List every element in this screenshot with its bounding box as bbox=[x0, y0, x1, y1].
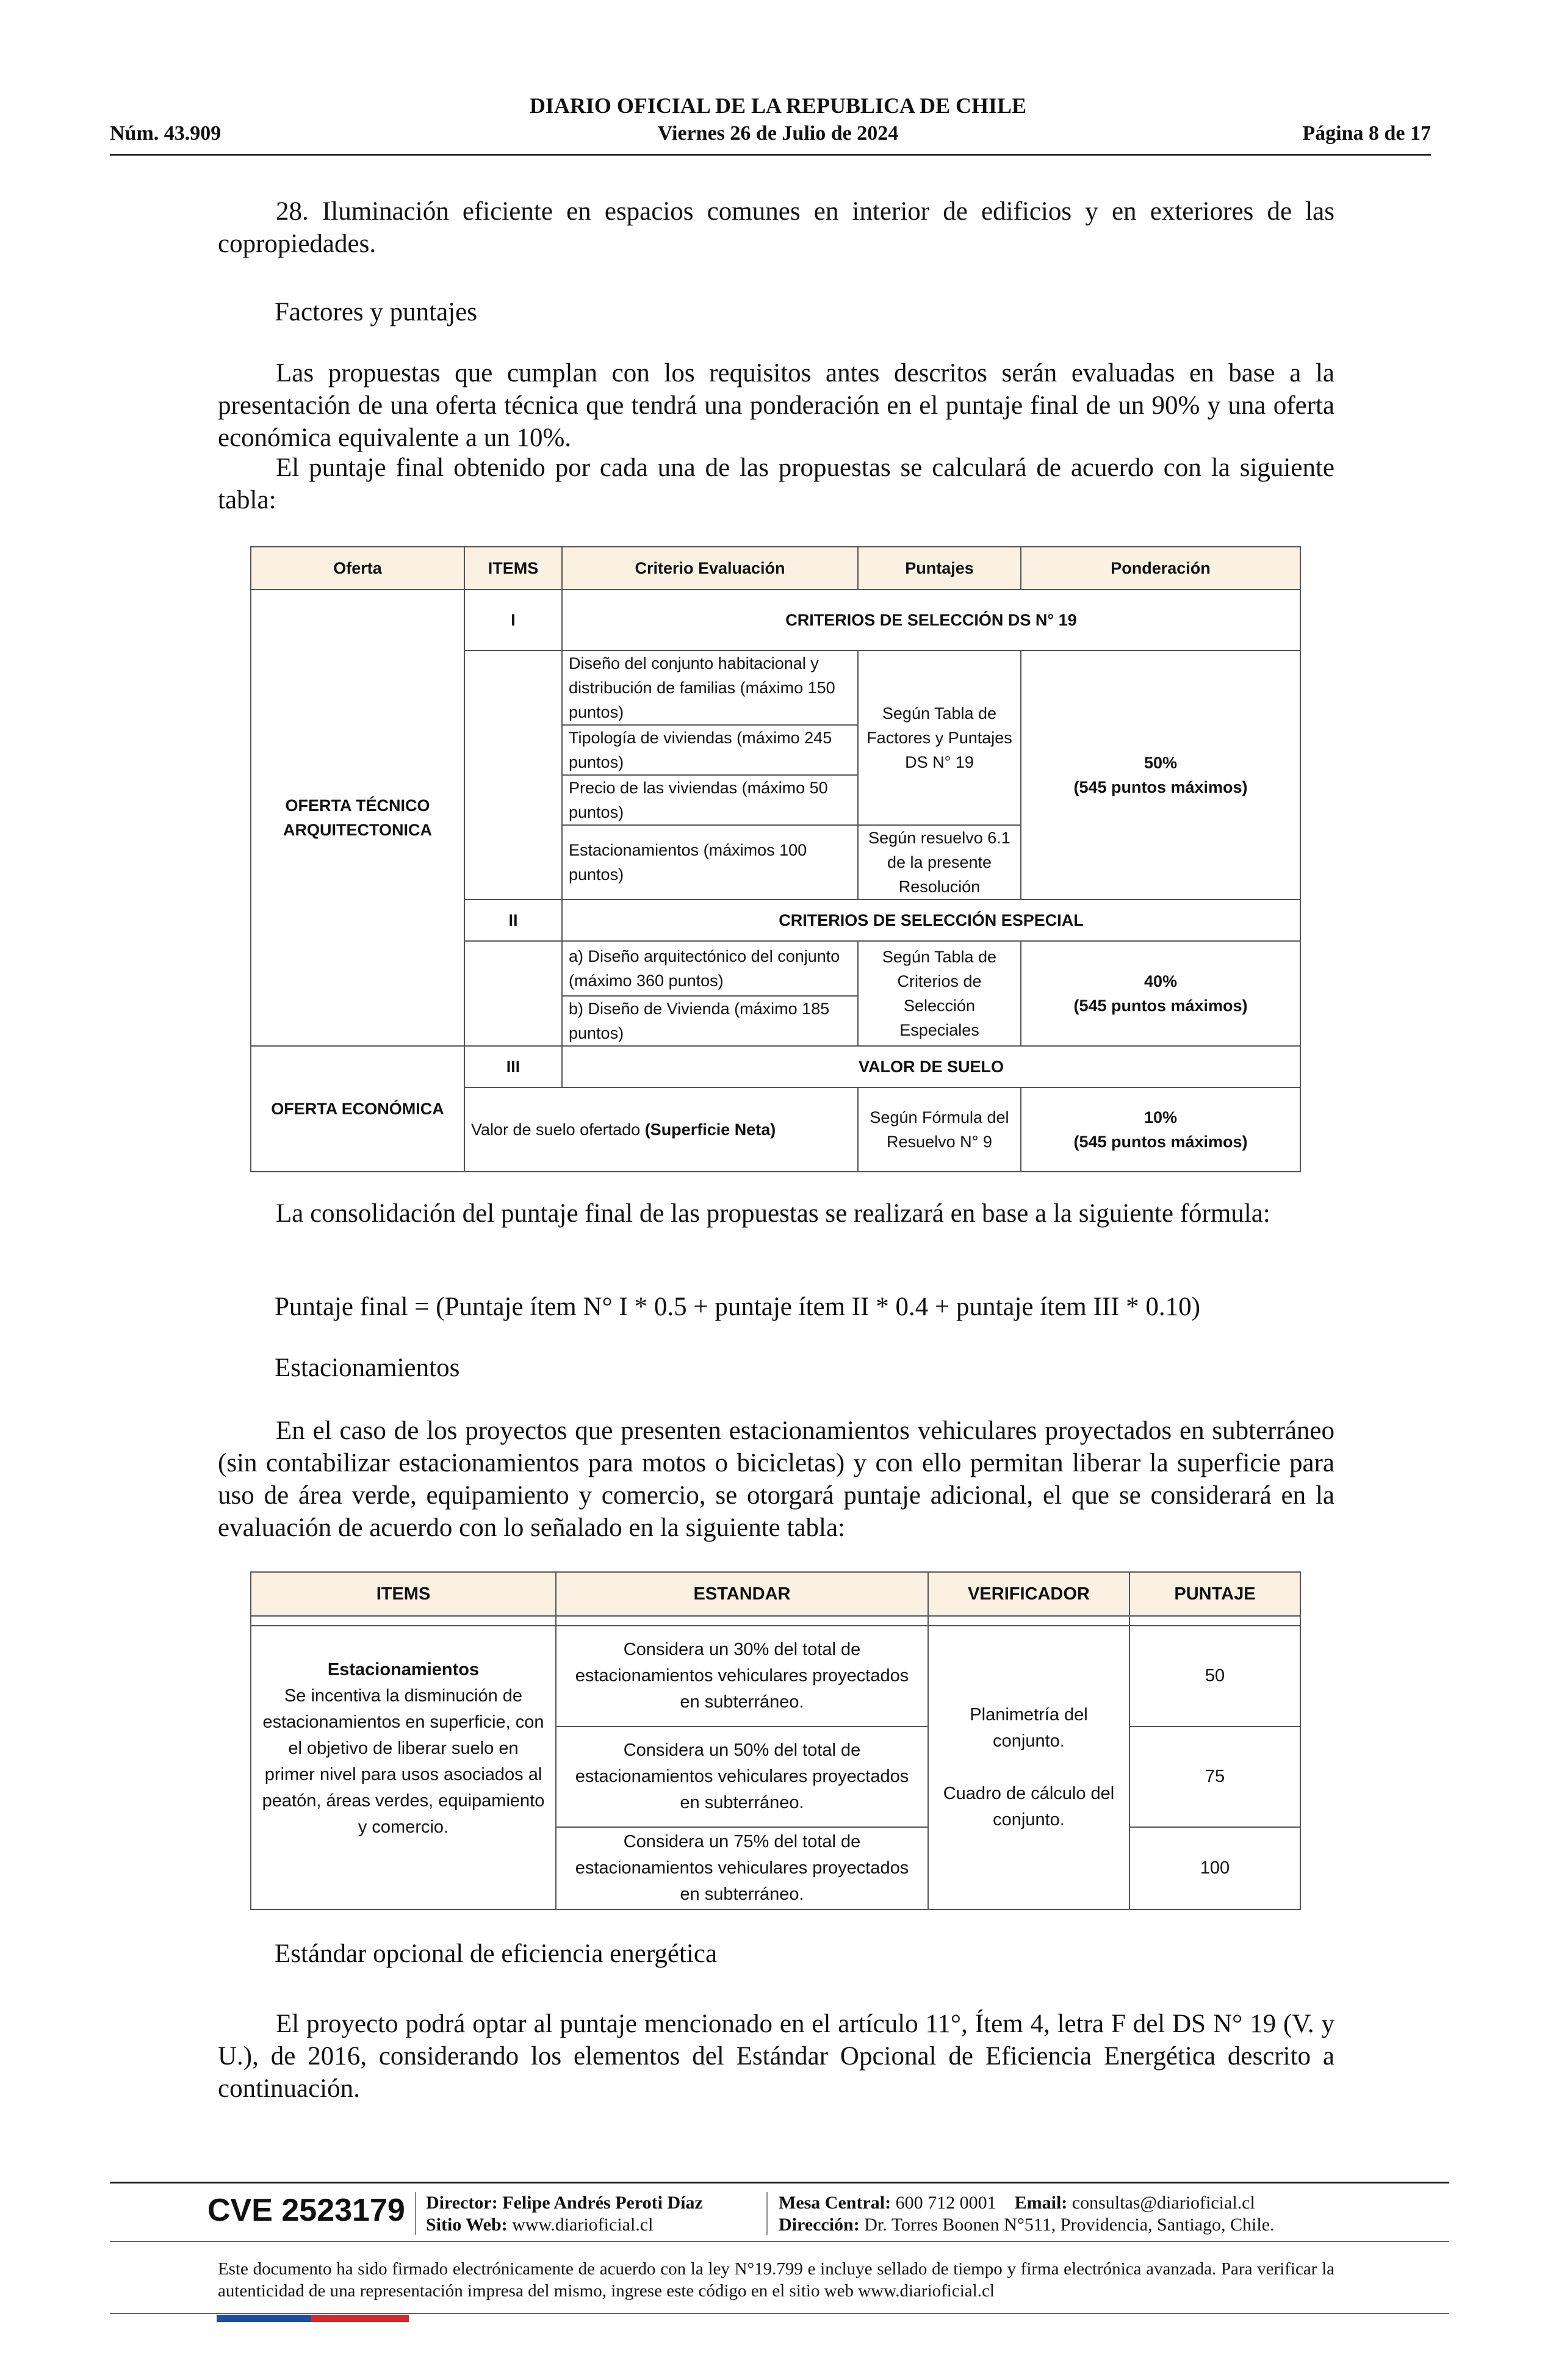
valor-suelo-text: Valor de suelo ofertado bbox=[471, 1120, 645, 1139]
item-ii-blank bbox=[464, 941, 562, 1046]
director-label: Director: bbox=[426, 2193, 498, 2213]
puntaje-criterios-especiales-text: Según Tabla de Criterios de Selección Especiales bbox=[882, 948, 997, 1039]
oferta-tecnica-label: OFERTA TÉCNICO ARQUITECTONICA bbox=[283, 796, 432, 839]
puntaje-resuelvo bbox=[858, 825, 1021, 900]
criterio-diseno-arquitectonico: a) Diseño arquitectónico del conjunto (máximo 360 puntos) bbox=[562, 941, 858, 996]
item-estacionamientos-title: Estacionamientos bbox=[327, 1660, 480, 1679]
email-label: Email: bbox=[1014, 2193, 1068, 2213]
address-line bbox=[779, 2214, 1275, 2236]
director-line bbox=[426, 2192, 703, 2214]
col-ponderacion: Ponderación bbox=[1021, 547, 1300, 590]
criterio-estacionamientos: Estacionamientos (máximos 100 puntos) bbox=[562, 825, 858, 900]
item-estacionamientos-desc: Se incentiva la disminución de estacionamientos en superficie, con el objetivo de liberar suelo en primer nivel para usos asociados al peatón, áreas verdes, equipamiento y comercio. bbox=[262, 1686, 545, 1837]
legal-notice: Este documento ha sido firmado electrónicamente de acuerdo con la ley N°19.799 e incluye sellado de tiempo y firma electrónica avanzada. Para verificar la autenticidad de una representación impresa del mismo, ingrese este código en el sitio web www.diarioficial.cl bbox=[218, 2259, 1334, 2301]
criterio-precio: Precio de las viviendas (máximo 50 puntos) bbox=[562, 775, 858, 825]
flag-stripe-blue bbox=[217, 2315, 311, 2322]
ponderacion-iii bbox=[1021, 1087, 1300, 1172]
ponderacion-ii-max: (545 puntos máximos) bbox=[1073, 997, 1248, 1015]
valor-suelo-bold: (Superficie Neta) bbox=[644, 1120, 776, 1139]
ponderacion-i-max: (545 puntos máximos) bbox=[1073, 778, 1248, 796]
page-number: Página 8 de 17 bbox=[1302, 122, 1431, 145]
col-oferta: Oferta bbox=[251, 547, 464, 590]
ponderacion-ii bbox=[1021, 941, 1300, 1046]
puntaje-row: 50 bbox=[1129, 1626, 1300, 1726]
col-verificador: VERIFICADOR bbox=[928, 1572, 1129, 1616]
item-i: I bbox=[464, 590, 562, 651]
web-url[interactable]: www.diarioficial.cl bbox=[512, 2215, 654, 2235]
ponderacion-i-pct: 50% bbox=[1144, 754, 1178, 772]
heading-factores: Factores y puntajes bbox=[275, 298, 477, 326]
director-name: Felipe Andrés Peroti Díaz bbox=[502, 2193, 703, 2213]
col-items: ITEMS bbox=[464, 547, 562, 590]
verificador-cell bbox=[928, 1626, 1129, 1909]
web-line bbox=[426, 2214, 653, 2236]
puntaje-criterios-especiales bbox=[858, 941, 1021, 1046]
paragraph-estacionamientos: En el caso de los proyectos que presenten estacionamientos vehiculares proyectados en subterráneo (sin contabilizar estacionamientos para motos o bicicletas) y con ello permitan liberar la superficie para uso de área verde, equipamiento y comercio, se otorgará puntaje adicional, el que se considerará en la evaluación de acuerdo con lo señalado en la siguiente tabla: bbox=[218, 1416, 1334, 1542]
web-label: Sitio Web: bbox=[426, 2215, 508, 2235]
col-criterio: Criterio Evaluación bbox=[562, 547, 858, 590]
item-iii: III bbox=[464, 1046, 562, 1087]
contact-line bbox=[779, 2192, 1255, 2214]
col-puntajes: Puntajes bbox=[858, 547, 1021, 590]
verificador-cuadro: Cuadro de cálculo del conjunto. bbox=[943, 1784, 1115, 1830]
estandar-row: Considera un 75% del total de estacionamientos vehiculares proyectados en subterráneo. bbox=[556, 1827, 928, 1909]
header-rule bbox=[110, 154, 1431, 156]
oferta-tecnica-cell bbox=[251, 590, 464, 1046]
footer-divider-1 bbox=[415, 2192, 416, 2235]
item-i-blank bbox=[464, 651, 562, 900]
heading-estandar-opcional: Estándar opcional de eficiencia energética bbox=[275, 1939, 718, 1968]
estandar-row: Considera un 30% del total de estacionamientos vehiculares proyectados en subterráneo. bbox=[556, 1626, 928, 1726]
issue-number: Núm. 43.909 bbox=[110, 122, 222, 145]
verificador-planimetria: Planimetría del conjunto. bbox=[970, 1705, 1088, 1751]
ponderacion-i bbox=[1021, 651, 1300, 900]
puntaje-resuelvo-text: Según resuelvo 6.1 de la presente Resolución bbox=[868, 829, 1010, 896]
paragraph-propuestas: Las propuestas que cumplan con los requisitos antes descritos serán evaluadas en base a la presentación de una oferta técnica que tendrá una ponderación en el puntaje final de un 90% y una oferta económica equivalente a un 10%. bbox=[218, 359, 1334, 452]
issue-date: Viernes 26 de Julio de 2024 bbox=[657, 122, 899, 145]
parking-table bbox=[250, 1571, 1301, 1910]
ponderacion-iii-pct: 10% bbox=[1144, 1108, 1178, 1127]
puntaje-row: 100 bbox=[1129, 1827, 1300, 1909]
puntaje-tabla-factores bbox=[858, 651, 1021, 825]
footer-divider-2 bbox=[766, 2192, 768, 2235]
mesa-label: Mesa Central: bbox=[779, 2193, 891, 2213]
cve-code: CVE 2523179 bbox=[207, 2193, 405, 2228]
evaluation-table bbox=[250, 546, 1301, 1172]
address-text: Dr. Torres Boonen N°511, Providencia, Santiago, Chile. bbox=[864, 2215, 1275, 2235]
puntaje-tabla-factores-text: Según Tabla de Factores y Puntajes DS N° 19 bbox=[866, 704, 1012, 771]
footer-rule-bottom bbox=[110, 2313, 1449, 2314]
criterio-diseno-vivienda: b) Diseño de Vivienda (máximo 185 puntos) bbox=[562, 996, 858, 1046]
item-iii-title: VALOR DE SUELO bbox=[562, 1046, 1300, 1087]
item-ii: II bbox=[464, 900, 562, 941]
item-i-title: CRITERIOS DE SELECCIÓN DS N° 19 bbox=[562, 590, 1300, 651]
mesa-phone: 600 712 0001 bbox=[895, 2193, 996, 2213]
criterio-valor-suelo bbox=[464, 1087, 858, 1172]
estandar-row: Considera un 50% del total de estacionamientos vehiculares proyectados en subterráneo. bbox=[556, 1726, 928, 1827]
footer-rule-mid bbox=[110, 2241, 1449, 2242]
ponderacion-ii-pct: 40% bbox=[1144, 972, 1178, 990]
footer-rule-top bbox=[110, 2182, 1449, 2183]
heading-estacionamientos: Estacionamientos bbox=[275, 1354, 460, 1382]
newspaper-title: DIARIO OFICIAL DE LA REPUBLICA DE CHILE bbox=[529, 93, 1027, 118]
formula: Puntaje final = (Puntaje ítem N° I * 0.5 + puntaje ítem II * 0.4 + puntaje ítem III * 0.10) bbox=[275, 1293, 1200, 1321]
criterio-tipologia: Tipología de viviendas (máximo 245 puntos) bbox=[562, 725, 858, 775]
address-label: Dirección: bbox=[779, 2215, 860, 2235]
paragraph-puntaje-final: El puntaje final obtenido por cada una de las propuestas se calculará de acuerdo con la siguiente tabla: bbox=[218, 453, 1334, 514]
col-estandar: ESTANDAR bbox=[556, 1572, 928, 1616]
col-puntaje: PUNTAJE bbox=[1129, 1572, 1300, 1616]
col-items: ITEMS bbox=[251, 1572, 556, 1616]
puntaje-formula-text: Según Fórmula del Resuelvo N° 9 bbox=[870, 1108, 1009, 1151]
puntaje-formula bbox=[858, 1087, 1021, 1172]
oferta-economica-cell: OFERTA ECONÓMICA bbox=[251, 1046, 464, 1172]
item-estacionamientos bbox=[251, 1626, 556, 1909]
paragraph-eficiencia: El proyecto podrá optar al puntaje mencionado en el artículo 11°, Ítem 4, letra F del DS N° 19 (V. y U.), de 2016, considerando los elementos del Estándar Opcional de Eficiencia Energética descrito a continuación. bbox=[218, 2010, 1334, 2103]
paragraph-iluminacion: 28. Iluminación eficiente en espacios comunes en interior de edificios y en exteriores de las copropiedades. bbox=[218, 197, 1334, 258]
paragraph-consolidacion: La consolidación del puntaje final de las propuestas se realizará en base a la siguiente fórmula: bbox=[276, 1199, 1270, 1228]
email-address[interactable]: consultas@diarioficial.cl bbox=[1072, 2193, 1255, 2213]
ponderacion-iii-max: (545 puntos máximos) bbox=[1073, 1133, 1248, 1151]
item-ii-title: CRITERIOS DE SELECCIÓN ESPECIAL bbox=[562, 900, 1300, 941]
puntaje-row: 75 bbox=[1129, 1726, 1300, 1827]
flag-stripe-red bbox=[311, 2315, 409, 2322]
criterio-diseno-conjunto: Diseño del conjunto habitacional y distribución de familias (máximo 150 puntos) bbox=[562, 651, 858, 725]
